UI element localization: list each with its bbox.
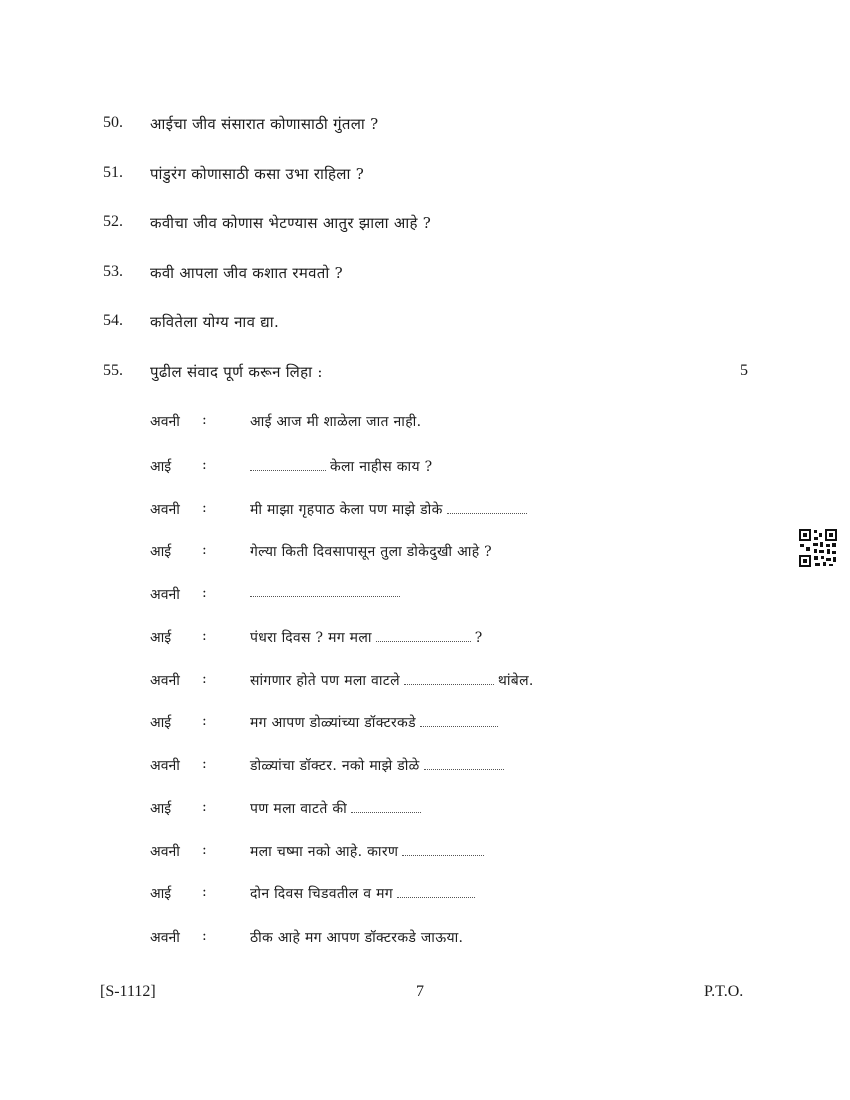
dialogue-text: आई आज मी शाळेला जात नाही. (250, 414, 422, 430)
answer-blank[interactable] (397, 887, 475, 898)
question-number: 54. (103, 312, 123, 329)
colon: : (202, 799, 207, 815)
answer-blank[interactable] (250, 460, 326, 471)
dialogue-text: पण मला वाटते की (250, 799, 425, 818)
speaker-label: आई (150, 801, 172, 817)
dialogue-text: मी माझा गृहपाठ केला पण माझे डोके (250, 500, 531, 519)
answer-blank[interactable] (420, 716, 498, 727)
page-number: 7 (416, 983, 424, 1000)
question-text: कवीचा जीव कोणास भेटण्यास आतुर झाला आहे ? (150, 214, 432, 232)
colon: : (202, 884, 207, 900)
colon: : (202, 713, 207, 729)
colon: : (202, 756, 207, 772)
question-number: 55. (103, 362, 123, 379)
dialogue-text: ठीक आहे मग आपण डॉक्टरकडे जाऊया. (250, 930, 464, 946)
colon: : (202, 628, 207, 644)
dialogue-text: दोन दिवस चिडवतील व मग (250, 884, 479, 903)
colon: : (202, 457, 207, 473)
colon: : (202, 585, 207, 601)
answer-blank[interactable] (351, 802, 421, 813)
dialogue-text (250, 585, 404, 601)
colon: : (202, 542, 207, 558)
question-number: 53. (103, 263, 123, 280)
dialogue-text: मला चष्मा नको आहे. कारण (250, 842, 488, 861)
question-number: 51. (103, 164, 123, 181)
answer-blank[interactable] (447, 503, 527, 514)
speaker-label: अवनी (150, 502, 180, 518)
dialogue-text: डोळ्यांचा डॉक्टर. नको माझे डोळे (250, 756, 508, 775)
question-text: पांडुरंग कोणासाठी कसा उभा राहिला ? (150, 165, 365, 183)
dialogue-text: सांगणार होते पण मला वाटले थांबेल. (250, 673, 534, 689)
paper-code: [S-1112] (100, 983, 156, 1000)
dialogue-text: पंधरा दिवस ? मग मला ? (250, 630, 483, 646)
speaker-label: आई (150, 630, 172, 646)
speaker-label: आई (150, 544, 172, 560)
speaker-label: आई (150, 459, 172, 475)
qr-code-icon (798, 528, 838, 568)
question-number: 50. (103, 114, 123, 131)
speaker-label: अवनी (150, 587, 180, 603)
question-text: पुढील संवाद पूर्ण करून लिहा : (150, 363, 323, 381)
speaker-label: आई (150, 886, 172, 902)
colon: : (202, 671, 207, 687)
colon: : (202, 500, 207, 516)
speaker-label: अवनी (150, 414, 180, 430)
answer-blank[interactable] (402, 845, 484, 856)
question-text: कवितेला योग्य नाव द्या. (150, 313, 280, 331)
dialogue-text: मग आपण डोळ्यांच्या डॉक्टरकडे (250, 713, 502, 732)
colon: : (202, 842, 207, 858)
answer-blank[interactable] (250, 586, 400, 597)
question-text: कवी आपला जीव कशात रमवतो ? (150, 264, 343, 282)
dialogue-text: केला नाहीस काय ? (250, 457, 432, 476)
question-number: 52. (103, 213, 123, 230)
colon: : (202, 412, 207, 428)
answer-blank[interactable] (424, 759, 504, 770)
answer-blank[interactable] (404, 674, 494, 685)
question-text: आईचा जीव संसारात कोणासाठी गुंतला ? (150, 115, 379, 133)
speaker-label: अवनी (150, 673, 180, 689)
question-55-marks: 5 (740, 362, 748, 379)
pto-label: P.T.O. (704, 983, 744, 1000)
speaker-label: अवनी (150, 758, 180, 774)
speaker-label: आई (150, 715, 172, 731)
speaker-label: अवनी (150, 930, 180, 946)
answer-blank[interactable] (376, 631, 471, 642)
dialogue-text: गेल्या किती दिवसापासून तुला डोकेदुखी आहे ? (250, 544, 492, 560)
speaker-label: अवनी (150, 844, 180, 860)
colon: : (202, 928, 207, 944)
